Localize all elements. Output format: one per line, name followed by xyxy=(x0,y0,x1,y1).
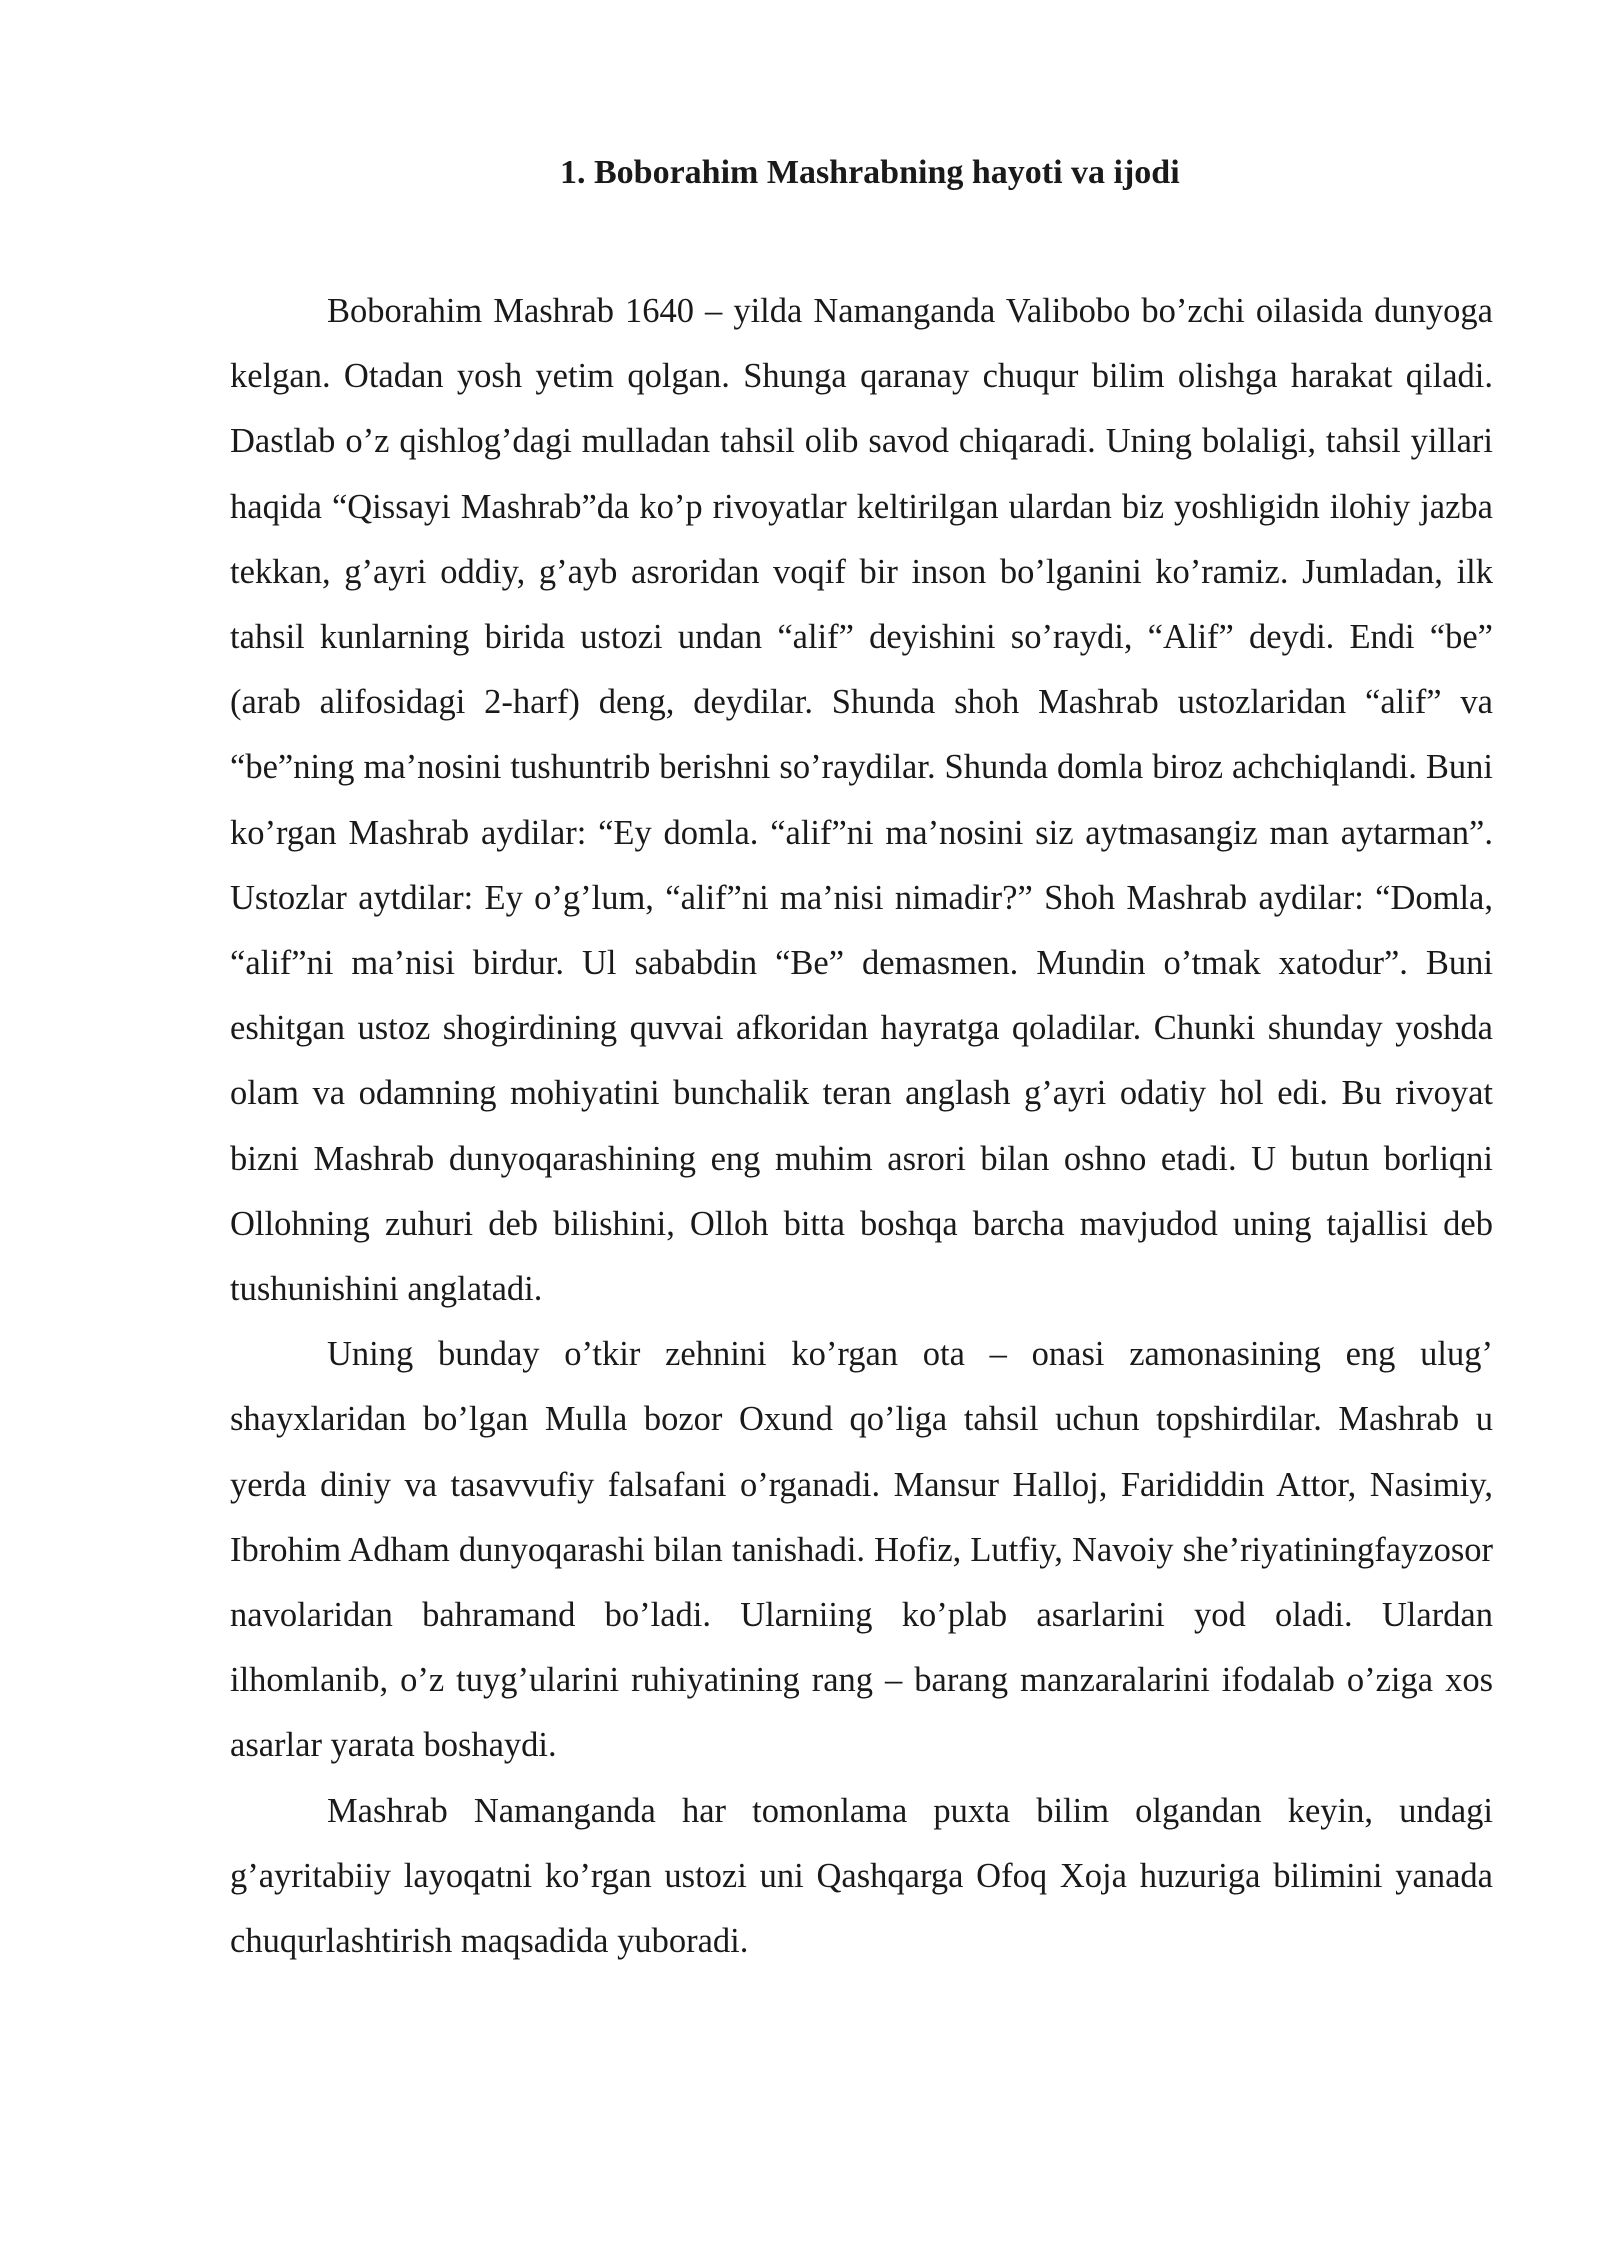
section-heading: 1. Boborahim Mashrabning hayoti va ijodi xyxy=(560,154,1180,191)
paragraph-2: Uning bunday o’tkir zehnini ko’rgan ota – onasi zamonasining eng ulug’ shayxlaridan bo’lgan Mulla bozor Oxund qo’liga tahsil uchun topshirdilar. Mashrab u yerda diniy va tasavvufiy falsafani o’rganadi. Mansur Halloj, Farididdin Attor, Nasimiy, Ibrohim Adham dunyoqarashi bilan tanishadi. Hofiz, Lutfiy, Navoiy she’riyatiningfayzosor navolaridan bahramand bo’ladi. Ularniing ko’plab asarlarini yod oladi. Ulardan ilhomlanib, o’z tuyg’ularini ruhiyatining rang – barang manzaralarini ifodalab o’ziga xos asarlar yarata boshaydi. xyxy=(230,1335,1493,1765)
paragraph-3: Mashrab Namanganda har tomonlama puxta bilim olgandan keyin, undagi g’ayritabiiy layoqatni ko’rgan ustozi uni Qashqarga Ofoq Xoja huzuriga bilimini yanada chuqurlashtirish maqsadida yuboradi. xyxy=(230,1791,1493,1961)
paragraph-1: Boborahim Mashrab 1640 – yilda Namanganda Valibobo bo’zchi oilasida dunyoga kelgan. Otadan yosh yetim qolgan. Shunga qaranay chuqur bilim olishga harakat qiladi. Dastlab o’z qishlog’dagi mulladan tahsil olib savod chiqaradi. Uning bolaligi, tahsil yillari haqida “Qissayi Mashrab”da ko’p rivoyatlar keltirilgan ulardan biz yoshligidn ilohiy jazba tekkan, g’ayri oddiy, g’ayb asroridan voqif bir inson bo’lganini ko’ramiz. Jumladan, ilk tahsil kunlarning birida ustozi undan “alif” deyishini so’raydi, “Alif” deydi. Endi “be” (arab alifosidagi 2-harf) deng, deydilar. Shunda shoh Mashrab ustozlaridan “alif” va “be”ning ma’nosini tushuntrib berishni so’raydilar. Shunda domla biroz achchiqlandi. Buni ko’rgan Mashrab aydilar: “Ey domla. “alif”ni ma’nosini siz aytmasangiz man aytarman”. Ustozlar aytdilar: Ey o’g’lum, “alif”ni ma’nisi nimadir?” Shoh Mashrab aydilar: “Domla, “alif”ni ma’nisi birdur. Ul sababdin “Be” demasmen. Mundin o’tmak xatodur”. Buni eshitgan ustoz shogirdining quvvai afkoridan hayratga qoladilar. Chunki shunday yoshda olam va odamning mohiyatini bunchalik teran anglash g’ayri odatiy hol edi. Bu rivoyat bizni Mashrab dunyoqarashining eng muhim asrori bilan oshno etadi. U butun borliqni Ollohning zuhuri deb bilishini, Olloh bitta boshqa barcha mavjudod uning tajallisi deb tushunishini anglatadi. xyxy=(230,292,1493,1309)
body-text xyxy=(230,279,1493,1974)
